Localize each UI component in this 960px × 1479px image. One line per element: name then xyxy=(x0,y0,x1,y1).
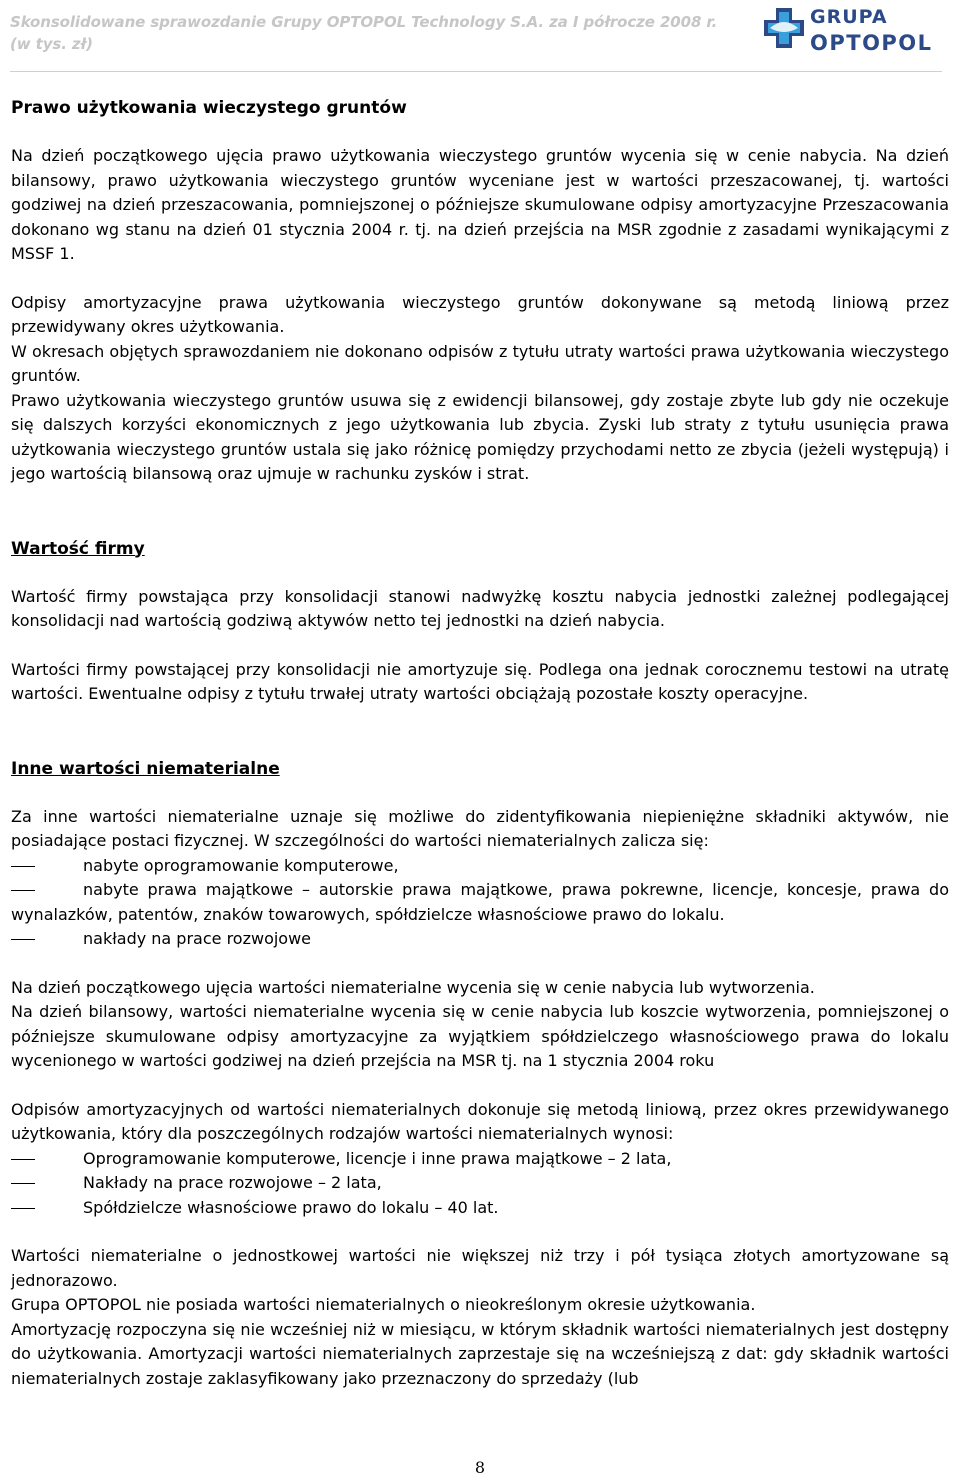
document-body xyxy=(11,94,949,1391)
page-number: 8 xyxy=(474,1458,486,1477)
dash-bullet-icon xyxy=(11,866,35,867)
paragraph: Wartości niematerialne o jednostkowej wartości nie większej niż trzy i pół tysiąca złotych amortyzowane są jednorazowo. xyxy=(11,1246,949,1290)
logo-text-optopol: OPTOPOL xyxy=(810,31,933,55)
paragraph: Grupa OPTOPOL nie posiada wartości niematerialnych o nieokreślonym okresie użytkowania. xyxy=(11,1295,756,1314)
header-title-line1: Skonsolidowane sprawozdanie Grupy OPTOPOL Technology S.A. za I półrocze 2008 r. xyxy=(10,13,718,31)
list-item: Oprogramowanie komputerowe, licencje i inne prawa majątkowe – 2 lata, xyxy=(11,1147,949,1172)
paragraph: Na dzień bilansowy, wartości niematerialne wycenia się w cenie nabycia lub koszcie wytworzenia, pomniejszonej o późniejsze skumulowane odpisy amortyzacyjne za wyjątkiem spółdzielczego własnościowego prawa do lokalu wycenionego w wartości godziwej na dzień przejścia na MSR tj. na 1 stycznia 2004 roku xyxy=(11,1002,949,1070)
dash-bullet-icon xyxy=(11,939,35,940)
paragraph: Prawo użytkowania wieczystego gruntów usuwa się z ewidencji bilansowej, gdy zostaje zbyte lub gdy nie oczekuje się dalszych korzyści ekonomicznych z jego użytkowania lub zbycia. Zyski lub straty z tytułu usunięcia prawa użytkowania wieczystego gruntów ustala się jako różnicę pomiędzy przychodami netto ze zbycia (jeżeli występują) i jego wartością bilansową oraz ujmuje w rachunku zysków i strat. xyxy=(11,390,949,483)
paragraph: Amortyzację rozpoczyna się nie wcześniej niż w miesiącu, w którym składnik wartości niematerialnych jest dostępny do użytkowania. Amortyzacji wartości niematerialnych zaprzestaje się na wcześniejszą z dat: gdy składnik wartości niematerialnych zostaje zaklasyfikowany jako przeznaczony do sprzedaży (lub xyxy=(11,1319,949,1388)
section-heading-inne-wartosci: Inne wartości niematerialne xyxy=(11,758,280,779)
list-item: Spółdzielcze własnościowe prawo do lokalu – 40 lat. xyxy=(11,1196,949,1221)
paragraph: Na dzień początkowego ujęcia wartości niematerialne wycenia się w cenie nabycia lub wytworzenia. xyxy=(11,977,815,997)
paragraph: Odpisów amortyzacyjnych od wartości niematerialnych dokonuje się metodą liniową, przez okres przewidywanego użytkowania, który dla poszczególnych rodzajów wartości niematerialnych wynosi: xyxy=(11,1099,949,1143)
section-heading-prawo-uzytkowania: Prawo użytkowania wieczystego gruntów xyxy=(11,98,407,118)
logo-text-grupa: GRUPA xyxy=(810,6,888,28)
list-item: nabyte prawa majątkowe – autorskie prawa majątkowe, prawa pokrewne, licencje, koncesje, prawa do wynalazków, patentów, znaków towarowych, spółdzielcze własnościowe prawo do lokalu. xyxy=(11,880,949,924)
dash-bullet-icon xyxy=(11,890,35,891)
dash-bullet-icon xyxy=(11,1183,35,1184)
header-title xyxy=(10,11,750,55)
paragraph: W okresach objętych sprawozdaniem nie dokonano odpisów z tytułu utraty wartości prawa użytkowania wieczystego gruntów. xyxy=(11,341,949,385)
list-item: nabyte oprogramowanie komputerowe, xyxy=(11,854,949,879)
optopol-cross-icon xyxy=(762,6,806,54)
optopol-logo xyxy=(760,4,940,56)
header-title-line2: (w tys. zł) xyxy=(10,35,93,53)
dash-bullet-icon xyxy=(11,1208,35,1209)
page-header xyxy=(0,0,960,74)
paragraph: Wartości firmy powstającej przy konsolidacji nie amortyzuje się. Podlega ona jednak corocznemu testowi na utratę wartości. Ewentualne odpisy z tytułu trwałej utraty wartości obciążają pozostałe koszty operacyjne. xyxy=(11,659,949,703)
paragraph: Na dzień początkowego ujęcia prawo użytkowania wieczystego gruntów wycenia się w cenie nabycia. Na dzień bilansowy, prawo użytkowania wieczystego gruntów wyceniane jest w wartości przeszacowanej, tj. wartości godziwej na dzień przeszacowania, pomniejszonej o późniejsze skumulowane odpisy amortyzacyjne Przeszacowania dokonano wg stanu na dzień 01 stycznia 2004 r. tj. na dzień przejścia na MSR zgodnie z zasadami wynikającymi z MSSF 1. xyxy=(11,146,949,263)
paragraph: Za inne wartości niematerialne uznaje się możliwe do zidentyfikowania niepieniężne składniki aktywów, nie posiadające postaci fizycznej. W szczególności do wartości niematerialnych zalicza się: xyxy=(11,806,949,850)
header-divider xyxy=(10,71,942,72)
section-heading-wartosc-firmy: Wartość firmy xyxy=(11,538,145,559)
dash-bullet-icon xyxy=(11,1159,35,1160)
paragraph: Wartość firmy powstająca przy konsolidacji stanowi nadwyżkę kosztu nabycia jednostki zależnej podlegającej konsolidacji nad wartością godziwą aktywów netto tej jednostki na dzień nabycia. xyxy=(11,586,949,630)
list-item: Nakłady na prace rozwojowe – 2 lata, xyxy=(11,1171,949,1196)
list-item: nakłady na prace rozwojowe xyxy=(11,927,949,952)
paragraph: Odpisy amortyzacyjne prawa użytkowania wieczystego gruntów dokonywane są metodą liniową przez przewidywany okres użytkowania. xyxy=(11,292,949,336)
